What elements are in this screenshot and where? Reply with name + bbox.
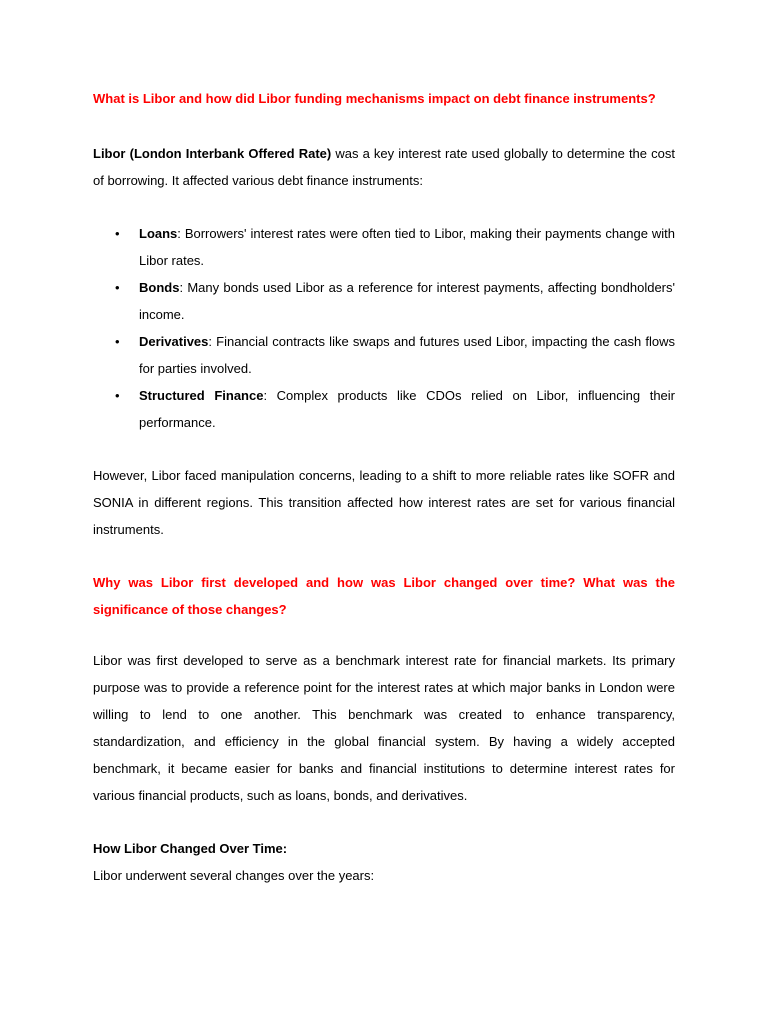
changes-intro-paragraph: Libor underwent several changes over the years: [93,868,375,883]
list-item-text: : Borrowers' interest rates were often tied to Libor, making their payments change with Libor rates. [139,226,675,268]
list-item-term: Loans [139,226,178,241]
bullet-icon: • [115,388,120,403]
bullet-icon: • [115,280,120,295]
instrument-list [93,220,675,436]
section-heading-libor-impact: What is Libor and how did Libor funding mechanisms impact on debt finance instruments? [93,91,656,106]
list-item-bonds [93,274,675,328]
intro-term: Libor (London Interbank Offered Rate) [93,146,332,161]
list-item-term: Structured Finance [139,388,264,403]
development-paragraph: Libor was first developed to serve as a benchmark interest rate for financial markets. Its primary purpose was to provide a reference point for the interest rates at which major banks in London were willing to lend to one another. This benchmark was created to enhance transparency, standardization, and efficiency in the global financial system. By having a widely accepted benchmark, it became easier for banks and financial institutions to determine interest rates for various financial products, such as loans, bonds, and derivatives. [93,653,675,803]
list-item-text: : Financial contracts like swaps and futures used Libor, impacting the cash flows for parties involved. [139,334,675,376]
intro-text: was a key interest rate used globally to determine the cost of borrowing. It affected various debt finance instruments: [93,146,675,188]
bullet-icon: • [115,334,120,349]
list-item-loans [93,220,675,274]
list-item-derivatives [93,328,675,382]
list-item-term: Derivatives [139,334,209,349]
subheading-changes: How Libor Changed Over Time: [93,841,288,856]
section-heading-libor-development: Why was Libor first developed and how was Libor changed over time? What was the significance of those changes? [93,575,675,617]
list-item-text: : Complex products like CDOs relied on Libor, influencing their performance. [139,388,675,430]
list-item-term: Bonds [139,280,180,295]
transition-paragraph: However, Libor faced manipulation concerns, leading to a shift to more reliable rates like SOFR and SONIA in different regions. This transition affected how interest rates are set for various financial instruments. [93,468,675,537]
bullet-icon: • [115,226,120,241]
list-item-structured-finance [93,382,675,436]
list-item-text: : Many bonds used Libor as a reference for interest payments, affecting bondholders' income. [139,280,675,322]
intro-paragraph [93,140,675,194]
